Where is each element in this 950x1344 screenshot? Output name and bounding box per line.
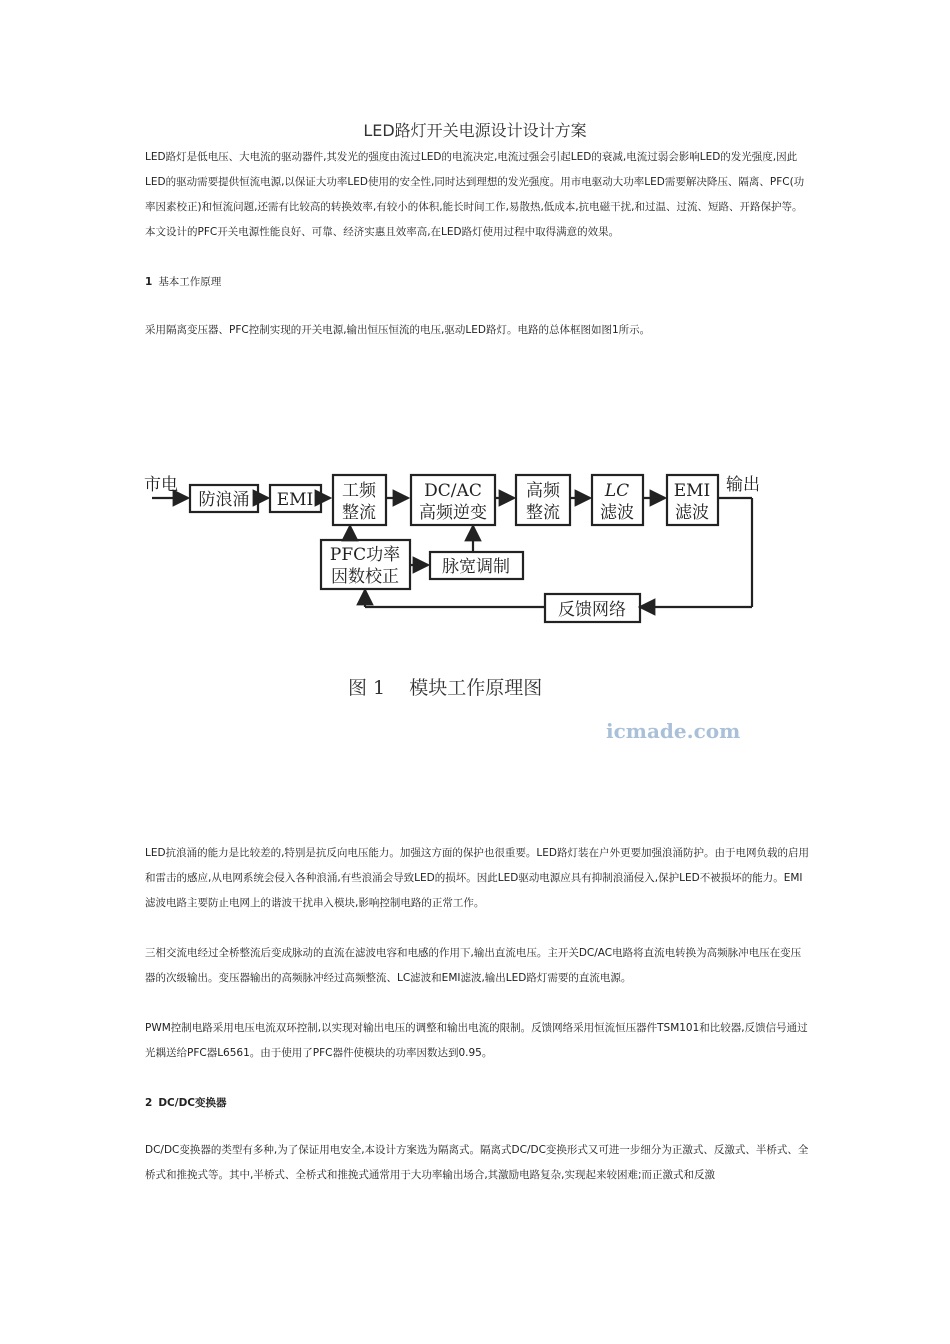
paragraph-2: LED抗浪涌的能力是比较差的,特别是抗反向电压能力。加强这方面的保护也很重要。LED路灯装在户外更要加强浪涌防护。由于电网负载的启用和雷击的感应,从电网系统会侵入各种浪涌,有些浪涌会导致LED的损坏。因此LED驱动电源应具有抑制浪涌侵入,保护LED不被损坏的能力。EMI滤波电路主要防止电网上的谐波干扰串入模块,影响控制电路的正常工作。 (145, 847, 809, 909)
block-surge: 防浪涌 (198, 490, 250, 510)
block-emi-output-line1: EMI (673, 481, 711, 501)
block-feedback: 反馈网络 (558, 600, 626, 620)
block-hf-rect-line1: 高频 (526, 481, 560, 501)
watermark: icmade.com (606, 719, 741, 743)
block-emi-input: EMI (276, 490, 314, 510)
block-lc-line2: 滤波 (600, 503, 634, 523)
block-dcac-line1: DC/AC (424, 481, 482, 501)
document-title: LED路灯开关电源设计设计方案 (363, 121, 587, 140)
section-title: 基本工作原理 (158, 276, 222, 288)
block-emi-output-line2: 滤波 (675, 503, 709, 523)
paragraph-5: DC/DC变换器的类型有多种,为了保证用电安全,本设计方案选为隔离式。隔离式DC/DC变换形式又可进一步细分为正激式、反激式、半桥式、全桥式和推挽式等。其中,半桥式、全桥式和推挽式通常用于大功率输出场合,其激励电路复杂,实现起来较困难;而正激式和反激 (145, 1144, 809, 1181)
block-pf-rect-line1: 工频 (342, 481, 376, 501)
intro-paragraph: LED路灯是低电压、大电流的驱动器件,其发光的强度由流过LED的电流决定,电流过强会引起LED的衰减,电流过弱会影响LED的发光强度,因此LED的驱动需要提供恒流电源,以保证大功率LED使用的安全性,同时达到理想的发光强度。用市电驱动大功率LED需要解决降压、隔离、PFC(功率因素校正)和恒流问题,还需有比较高的转换效率,有较小的体积,能长时间工作,易散热,低成本,抗电磁干扰,和过温、过流、短路、开路保护等。本文设计的PFC开关电源性能良好、可靠、经济实惠且效率高,在LED路灯使用过程中取得满意的效果。 (145, 151, 805, 238)
block-lc-line1: LC (604, 481, 630, 501)
section-heading-2 (145, 1095, 227, 1110)
block-pfc-line1: PFC功率 (329, 545, 401, 565)
block-dcac-line2: 高频逆变 (419, 503, 487, 523)
output-label: 输出 (726, 475, 760, 495)
section-number: 1 (145, 276, 153, 288)
input-label: 市电 (144, 475, 178, 495)
paragraph-3: 三相交流电经过全桥整流后变成脉动的直流在滤波电容和电感的作用下,输出直流电压。主开关DC/AC电路将直流电转换为高频脉冲电压在变压器的次级输出。变压器输出的高频脉冲经过高频整流、LC滤波和EMI滤波,输出LED路灯需要的直流电源。 (145, 947, 802, 984)
block-diagram (140, 460, 780, 760)
paragraph-1: 采用隔离变压器、PFC控制实现的开关电源,输出恒压恒流的电压,驱动LED路灯。电路的总体框图如图1所示。 (145, 324, 651, 336)
block-pf-rect-line2: 整流 (342, 503, 376, 523)
block-pfc-line2: 因数校正 (331, 567, 399, 587)
section-heading-1 (145, 274, 221, 289)
paragraph-4: PWM控制电路采用电压电流双环控制,以实现对输出电压的调整和输出电流的限制。反馈网络采用恒流恒压器件TSM101和比较器,反馈信号通过光耦送给PFC器L6561。由于使用了PFC器件使模块的功率因数达到0.95。 (145, 1022, 808, 1059)
section-title: DC/DC变换器 (158, 1097, 227, 1109)
block-hf-rect-line2: 整流 (526, 503, 560, 523)
block-pwm: 脉宽调制 (442, 557, 510, 577)
section-number: 2 (145, 1097, 153, 1109)
figure-caption: 图 1 模块工作原理图 (348, 677, 543, 699)
